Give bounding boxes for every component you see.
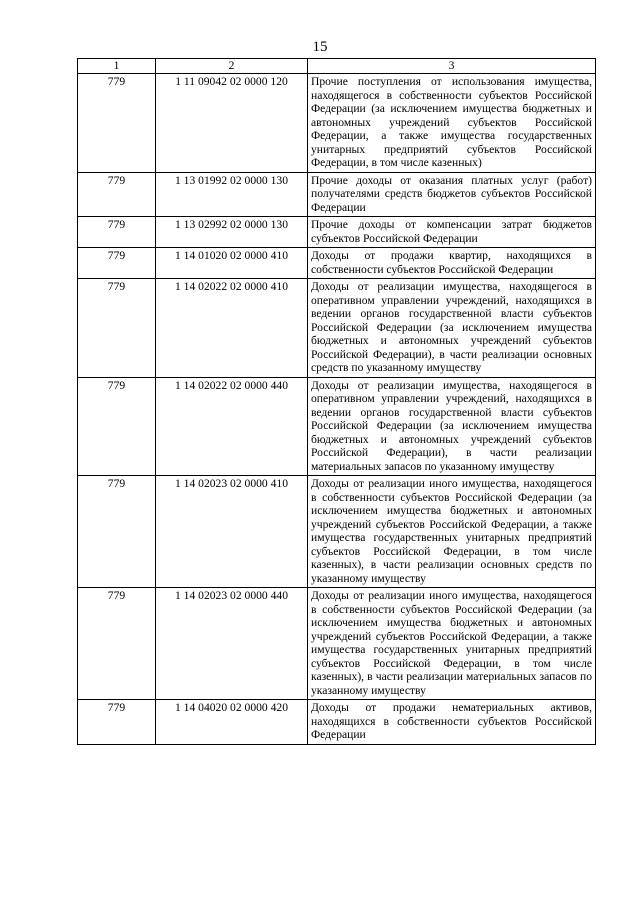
revenue-code-cell: 1 14 02023 02 0000 410 xyxy=(156,476,308,588)
revenue-codes-table xyxy=(77,58,596,745)
revenue-code-cell: 1 14 02022 02 0000 410 xyxy=(156,279,308,378)
admin-code-cell: 779 xyxy=(78,279,156,378)
table-row xyxy=(78,279,596,378)
column-header-3: 3 xyxy=(308,59,596,74)
table-row xyxy=(78,588,596,700)
revenue-code-cell: 1 13 01992 02 0000 130 xyxy=(156,172,308,217)
admin-code-cell: 779 xyxy=(78,588,156,700)
admin-code-cell: 779 xyxy=(78,172,156,217)
revenue-code-cell: 1 14 04020 02 0000 420 xyxy=(156,700,308,745)
description-cell: Доходы от продажи нематериальных активов, находящихся в собственности субъектов Российской Федерации xyxy=(308,700,596,745)
page-number: 15 xyxy=(312,39,328,55)
description-cell: Доходы от продажи квартир, находящихся в собственности субъектов Российской Федерации xyxy=(308,248,596,279)
table-row xyxy=(78,248,596,279)
table-header-row xyxy=(78,59,596,74)
revenue-code-cell: 1 14 02022 02 0000 440 xyxy=(156,377,308,476)
admin-code-cell: 779 xyxy=(78,476,156,588)
revenue-code-cell: 1 13 02992 02 0000 130 xyxy=(156,217,308,248)
table-row xyxy=(78,377,596,476)
revenue-code-cell: 1 11 09042 02 0000 120 xyxy=(156,74,308,173)
admin-code-cell: 779 xyxy=(78,74,156,173)
table-row xyxy=(78,476,596,588)
admin-code-cell: 779 xyxy=(78,217,156,248)
description-cell: Прочие доходы от компенсации затрат бюджетов субъектов Российской Федерации xyxy=(308,217,596,248)
admin-code-cell: 779 xyxy=(78,700,156,745)
admin-code-cell: 779 xyxy=(78,377,156,476)
table-row xyxy=(78,172,596,217)
description-cell: Доходы от реализации иного имущества, находящегося в собственности субъектов Российской Федерации (за исключением имущества бюджетных и автономных учреждений субъектов Российской Федерации, а также имущества государственных унитарных предприятий субъектов Российской Федерации, в том числе казенных), в части реализации материальных запасов по указанному имуществу xyxy=(308,588,596,700)
description-cell: Доходы от реализации имущества, находящегося в оперативном управлении учреждений, находящихся в ведении органов государственной власти субъектов Российской Федерации (за исключением имущества бюджетных и автономных учреждений субъектов Российской Федерации), в части реализации основных средств по указанному имуществу xyxy=(308,279,596,378)
revenue-code-cell: 1 14 02023 02 0000 440 xyxy=(156,588,308,700)
description-cell: Доходы от реализации иного имущества, находящегося в собственности субъектов Российской Федерации (за исключением имущества бюджетных и автономных учреждений субъектов Российской Федерации, а также имущества государственных унитарных предприятий субъектов Российской Федерации, в том числе казенных), в части реализации основных средств по указанному имуществу xyxy=(308,476,596,588)
admin-code-cell: 779 xyxy=(78,248,156,279)
table-row xyxy=(78,217,596,248)
revenue-code-cell: 1 14 01020 02 0000 410 xyxy=(156,248,308,279)
table-row xyxy=(78,700,596,745)
column-header-2: 2 xyxy=(156,59,308,74)
table-row xyxy=(78,74,596,173)
column-header-1: 1 xyxy=(78,59,156,74)
description-cell: Прочие доходы от оказания платных услуг (работ) получателями средств бюджетов субъектов Российской Федерации xyxy=(308,172,596,217)
description-cell: Прочие поступления от использования имущества, находящегося в собственности субъектов Российской Федерации (за исключением имущества бюджетных и автономных учреждений субъектов Российской Федерации, а также имущества государственных унитарных предприятий субъектов Российской Федерации, в том числе казенных) xyxy=(308,74,596,173)
description-cell: Доходы от реализации имущества, находящегося в оперативном управлении учреждений, находящихся в ведении органов государственной власти субъектов Российской Федерации (за исключением имущества бюджетных и автономных учреждений субъектов Российской Федерации), в части реализации материальных запасов по указанному имуществу xyxy=(308,377,596,476)
